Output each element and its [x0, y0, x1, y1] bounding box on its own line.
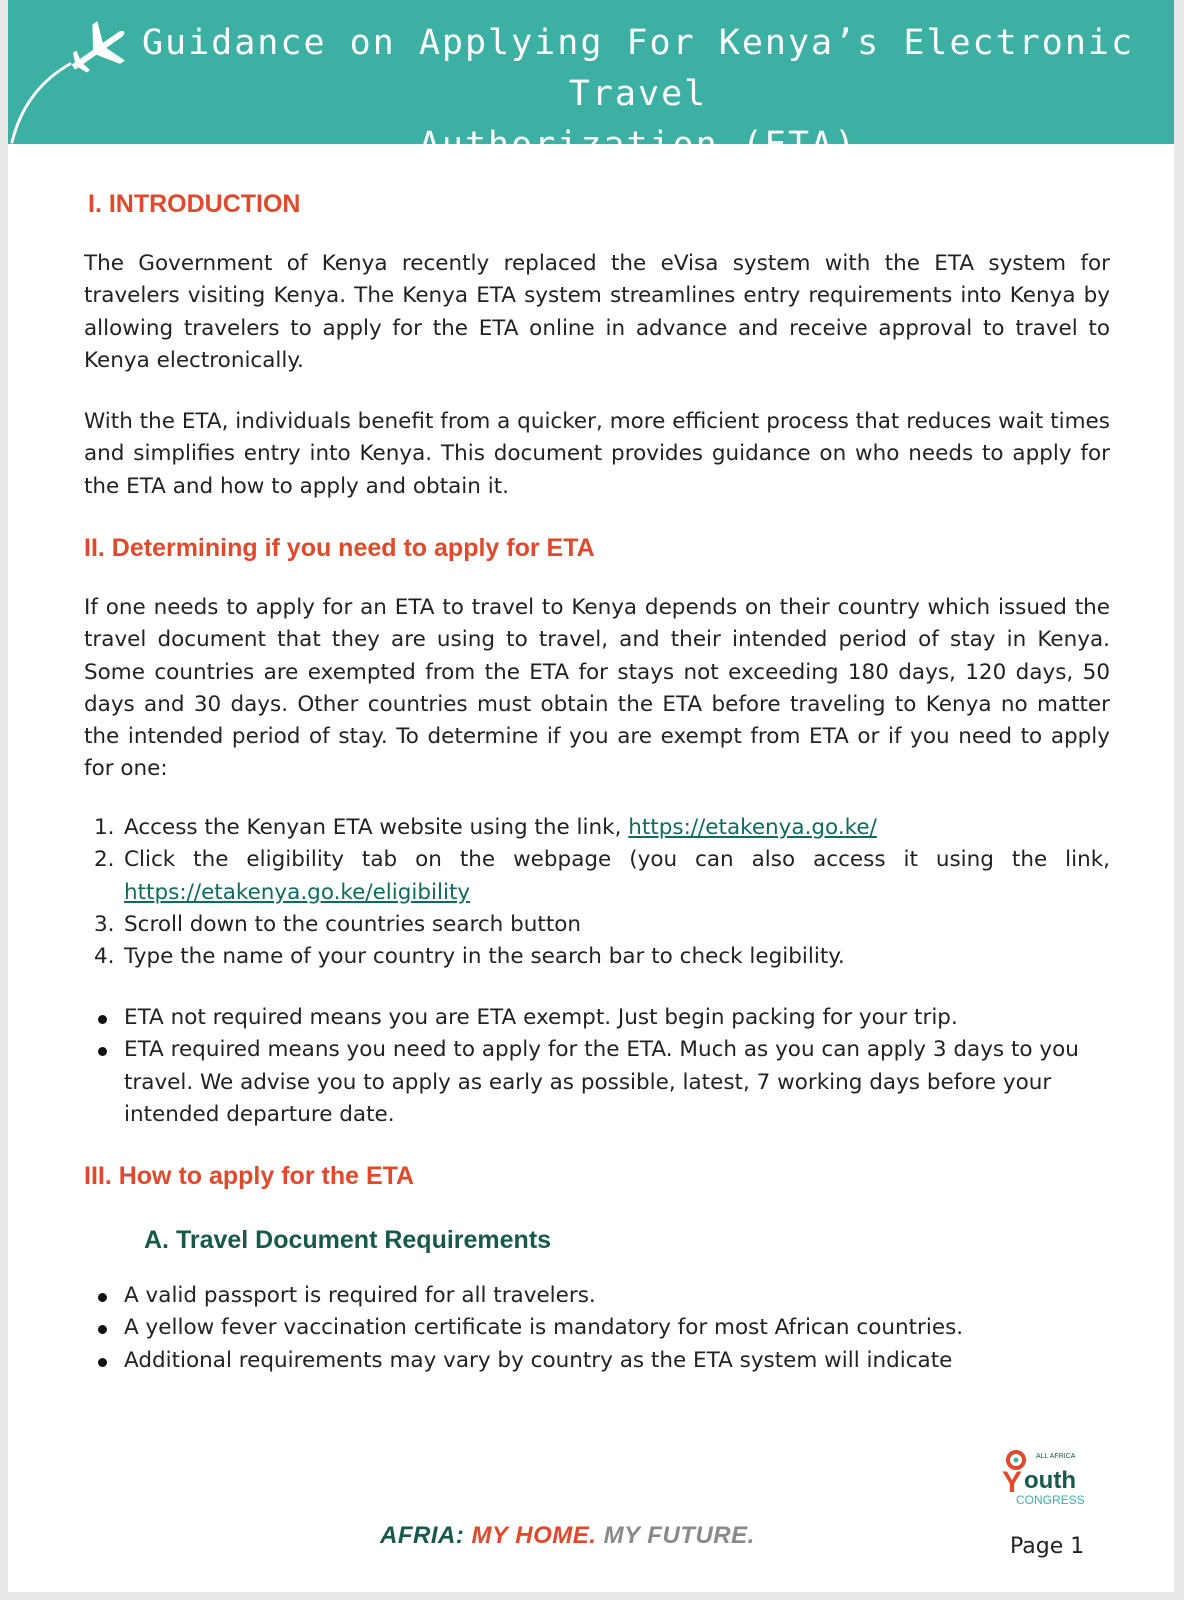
bullet-text: A yellow fever vaccination certificate is mandatory for most African countries. — [124, 1315, 964, 1341]
bullet-icon — [98, 1325, 107, 1334]
youth-congress-logo — [994, 1448, 1104, 1514]
list-item — [94, 1280, 1110, 1312]
logo-small-text: ALL AFRICA — [1036, 1453, 1076, 1460]
determining-paragraph: If one needs to apply for an ETA to travel to Kenya depends on their country which issued the travel document that they are using to travel, and their intended period of stay in Kenya. Some countries are exempted from the ETA for stays not exceeding 180 days, 120 days, 50 days and 30 days. Other countries must obtain the ETA before traveling to Kenya no matter the intended period of stay. To determine if you are exempt from ETA or if you need to apply for one: — [84, 595, 1110, 782]
slogan-part-3: MY FUTURE. — [596, 1522, 755, 1549]
steps-list — [94, 812, 1110, 973]
airplane-icon — [8, 10, 138, 144]
logo-main-text: outh — [1024, 1467, 1076, 1494]
eta-status-list — [94, 1002, 1110, 1131]
step-text: Scroll down to the countries search button — [124, 911, 582, 937]
bullet-text: ETA not required means you are ETA exempt. Just begin packing for your trip. — [124, 1005, 958, 1030]
step-number: 1. — [94, 815, 115, 840]
list-item — [94, 1345, 1110, 1377]
header-banner — [8, 0, 1174, 165]
heading-how-to-apply: III. How to apply for the ETA — [84, 1162, 415, 1190]
intro-paragraph-1: The Government of Kenya recently replaced the eVisa system with the ETA system for travelers visiting Kenya. The Kenya ETA system streamlines entry requirements into Kenya by allowing travelers to apply for the ETA online in advance and receive approval to travel to Kenya electronically. — [84, 251, 1110, 373]
list-item — [94, 909, 1110, 941]
eligibility-link[interactable]: https://etakenya.go.ke/eligibility — [124, 879, 471, 905]
subheading-travel-documents: A. Travel Document Requirements — [144, 1226, 552, 1254]
intro-paragraph-2: With the ETA, individuals benefit from a quicker, more efficient process that reduces wait times and simplifies entry into Kenya. This document provides guidance on who needs to apply for the ETA and how to apply and obtain it. — [84, 409, 1110, 499]
step-text: Type the name of your country in the search bar to check legibility. — [124, 944, 845, 970]
etakenya-link[interactable]: https://etakenya.go.ke/ — [628, 815, 877, 840]
logo-sub-text: CONGRESS — [1016, 1493, 1085, 1507]
heading-introduction: I. INTRODUCTION — [88, 190, 301, 218]
page-number: Page 1 — [1010, 1534, 1085, 1559]
step-number: 4. — [94, 944, 115, 970]
step-text: Access the Kenyan ETA website using the link, — [124, 815, 629, 840]
bullet-icon — [98, 1293, 107, 1302]
bullet-icon — [98, 1047, 107, 1056]
document-title — [138, 18, 1138, 171]
bullet-icon — [98, 1015, 107, 1024]
step-number: 2. — [94, 847, 115, 873]
bullet-text: A valid passport is required for all travelers. — [124, 1283, 596, 1308]
footer-slogan — [380, 1522, 755, 1550]
logo-letter: Y — [1002, 1466, 1023, 1499]
list-item — [94, 812, 1110, 844]
list-item — [94, 941, 1110, 973]
bullet-text: Additional requirements may vary by country as the ETA system will indicate — [124, 1347, 953, 1373]
step-number: 3. — [94, 911, 115, 937]
heading-determining: II. Determining if you need to apply for ETA — [84, 534, 595, 562]
step-text: Click the eligibility tab on the webpage (you can also access it using the link, — [124, 847, 1110, 873]
list-item — [94, 844, 1110, 909]
requirements-list — [94, 1280, 1110, 1377]
title-line-2: Authorization (ETA) — [418, 125, 858, 165]
list-item — [94, 1312, 1110, 1344]
bullet-text: ETA required means you need to apply for the ETA. Much as you can apply 3 days to you travel. We advise you to apply as early as possible, latest, 7 working days before your intended departure date. — [124, 1037, 1079, 1127]
slogan-part-1: AFRIA: — [380, 1522, 465, 1549]
title-line-1: Guidance on Applying For Kenya’s Electronic Travel — [141, 23, 1135, 114]
list-item — [94, 1034, 1110, 1131]
bullet-icon — [98, 1358, 107, 1367]
document-page — [8, 0, 1174, 1592]
list-item — [94, 1002, 1110, 1034]
slogan-part-2: MY HOME. — [464, 1522, 597, 1549]
